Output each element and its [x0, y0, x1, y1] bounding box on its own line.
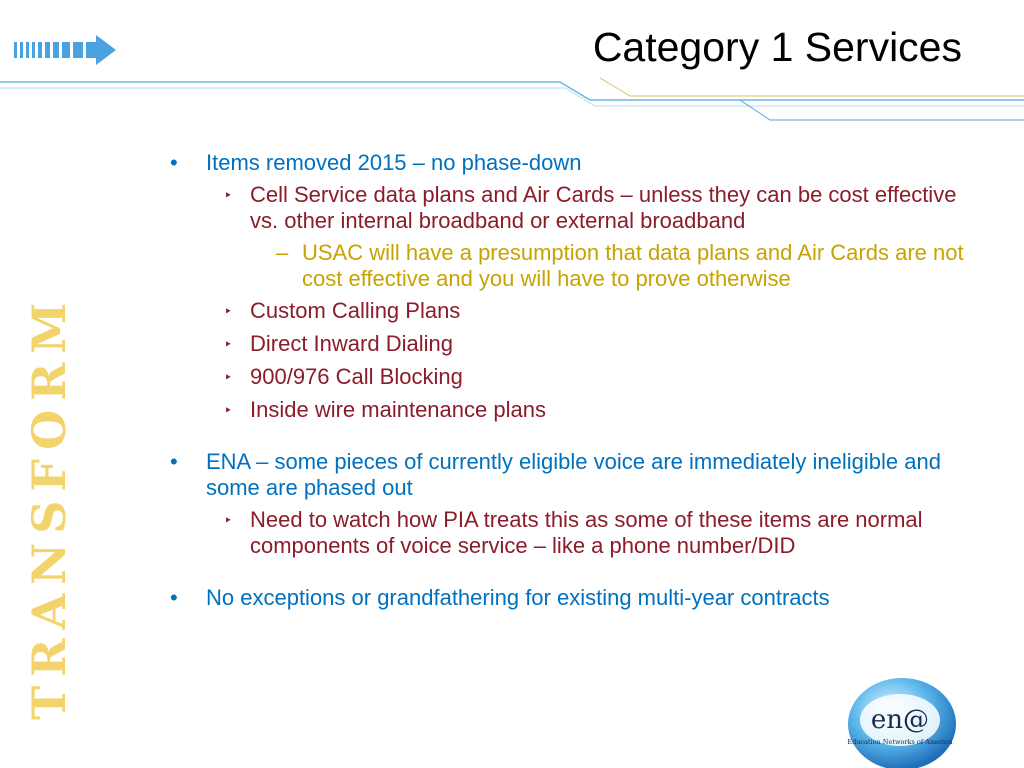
bullet-marker: •	[170, 150, 178, 175]
sub-bullet: ‣ Need to watch how PIA treats this as some of these items are normal components of voice service – like a phone number/DID	[224, 507, 923, 558]
ena-logo-badge	[842, 674, 958, 768]
sub-bullet: ‣ Custom Calling Plans	[224, 298, 461, 323]
sub-bullet-marker: ‣	[224, 187, 233, 203]
sub-bullet: ‣ 900/976 Call Blocking	[224, 364, 463, 389]
sub-bullet: ‣ Cell Service data plans and Air Cards – unless they can be cost effective vs. other internal broadband or external broadband	[224, 182, 957, 233]
slide-title: Category 1 Services	[592, 24, 962, 70]
bullet-2: • ENA – some pieces of currently eligible voice are immediately ineligible and some are phased out	[170, 449, 941, 500]
sub-bullet: ‣ Direct Inward Dialing	[224, 331, 453, 356]
bullet-content	[170, 150, 970, 611]
ena-logo-tagline: Education Networks of America	[847, 738, 953, 746]
logo-arrow-icon	[14, 34, 118, 66]
sub-bullet: ‣ Inside wire maintenance plans	[224, 397, 546, 422]
bullet-3: • No exceptions or grandfathering for existing multi-year contracts	[170, 585, 830, 610]
sub-sub-bullet: – USAC will have a presumption that data plans and Air Cards are not cost effective and you will have to prove otherwise	[276, 240, 964, 291]
bullet-1: • Items removed 2015 – no phase-down	[170, 150, 582, 175]
ena-logo-text: en@	[870, 705, 930, 735]
side-watermark-text: TRANSFORM	[22, 293, 76, 720]
dash-marker: –	[276, 240, 289, 265]
